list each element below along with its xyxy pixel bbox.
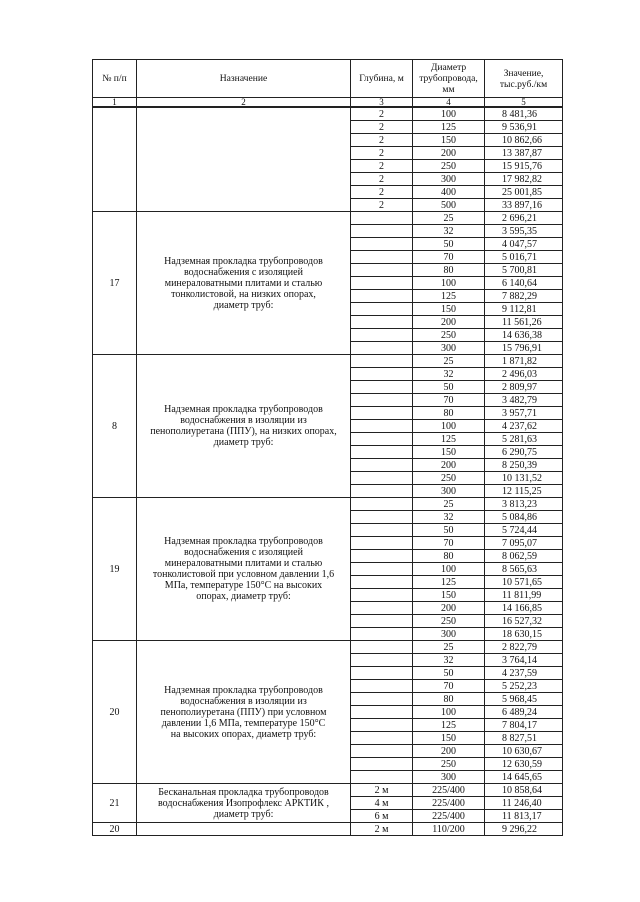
value-cell: 6 489,24 — [485, 706, 563, 719]
value-cell: 2 496,03 — [485, 368, 563, 381]
diameter-cell: 500 — [413, 199, 485, 212]
index-cell: 3 — [351, 98, 413, 108]
description-line: водоснабжения с изоляцией — [184, 547, 303, 558]
value-cell: 10 630,67 — [485, 745, 563, 758]
value-cell: 5 084,86 — [485, 511, 563, 524]
value-cell: 17 982,82 — [485, 173, 563, 186]
value-cell: 14 636,38 — [485, 329, 563, 342]
diameter-cell: 32 — [413, 511, 485, 524]
depth-cell — [351, 290, 413, 303]
diameter-cell: 150 — [413, 732, 485, 745]
value-cell: 12 115,25 — [485, 485, 563, 498]
depth-cell — [351, 589, 413, 602]
value-cell: 7 095,07 — [485, 537, 563, 550]
depth-cell — [351, 329, 413, 342]
item-description — [137, 823, 351, 836]
diameter-cell: 200 — [413, 602, 485, 615]
description-line: опорах, диаметр труб: — [196, 591, 291, 602]
depth-cell — [351, 238, 413, 251]
value-cell: 8 062,59 — [485, 550, 563, 563]
index-cell: 4 — [413, 98, 485, 108]
diameter-cell: 70 — [413, 537, 485, 550]
depth-cell — [351, 693, 413, 706]
description-line: тонколистовой при условном давлении 1,6 — [152, 569, 335, 580]
value-cell: 1 871,82 — [485, 355, 563, 368]
value-cell: 8 565,63 — [485, 563, 563, 576]
depth-cell — [351, 472, 413, 485]
value-cell: 3 482,79 — [485, 394, 563, 407]
depth-cell — [351, 407, 413, 420]
diameter-cell: 32 — [413, 225, 485, 238]
pipeline-cost-table — [92, 59, 563, 836]
diameter-cell: 25 — [413, 355, 485, 368]
table-row — [93, 641, 563, 654]
depth-cell — [351, 745, 413, 758]
diameter-cell: 200 — [413, 316, 485, 329]
table-row — [93, 355, 563, 368]
diameter-cell: 50 — [413, 381, 485, 394]
description-line: Надземная прокладка трубопроводов — [164, 404, 323, 415]
item-number: 20 — [93, 641, 137, 784]
description-line: Бесканальная прокладка трубопроводов — [158, 786, 329, 798]
depth-cell — [351, 277, 413, 290]
depth-cell — [351, 420, 413, 433]
table-body — [93, 107, 563, 836]
diameter-cell: 70 — [413, 680, 485, 693]
index-row — [93, 98, 563, 108]
diameter-cell: 100 — [413, 107, 485, 121]
diameter-cell: 225/400 — [413, 784, 485, 797]
diameter-cell: 100 — [413, 420, 485, 433]
diameter-cell: 70 — [413, 251, 485, 264]
diameter-cell: 125 — [413, 719, 485, 732]
diameter-cell: 250 — [413, 758, 485, 771]
table-row — [93, 784, 563, 797]
description-line: диаметр труб: — [213, 808, 274, 820]
value-cell: 3 764,14 — [485, 654, 563, 667]
depth-cell — [351, 654, 413, 667]
diameter-cell: 150 — [413, 446, 485, 459]
depth-cell — [351, 511, 413, 524]
depth-cell — [351, 576, 413, 589]
diameter-cell: 400 — [413, 186, 485, 199]
value-cell: 10 571,65 — [485, 576, 563, 589]
depth-cell: 2 — [351, 121, 413, 134]
header-no: № п/п — [93, 60, 137, 98]
depth-cell — [351, 628, 413, 641]
value-cell: 15 915,76 — [485, 160, 563, 173]
description-line: МПа, температуре 150°С на высоких — [164, 580, 323, 591]
diameter-cell: 80 — [413, 407, 485, 420]
value-cell: 5 700,81 — [485, 264, 563, 277]
value-cell: 3 813,23 — [485, 498, 563, 511]
diameter-cell: 125 — [413, 121, 485, 134]
value-cell: 2 696,21 — [485, 212, 563, 225]
item-number — [93, 107, 137, 212]
depth-cell: 2 — [351, 147, 413, 160]
depth-cell: 2 — [351, 134, 413, 147]
description-line: пенополиуретана (ППУ), на низких опорах, — [150, 426, 337, 437]
depth-cell — [351, 719, 413, 732]
depth-cell — [351, 459, 413, 472]
diameter-cell: 25 — [413, 498, 485, 511]
value-cell: 4 237,59 — [485, 667, 563, 680]
header-value-line: Значение, — [503, 67, 544, 79]
depth-cell: 2 — [351, 173, 413, 186]
depth-cell — [351, 732, 413, 745]
diameter-cell: 250 — [413, 472, 485, 485]
depth-cell: 2 — [351, 107, 413, 121]
value-cell: 4 237,62 — [485, 420, 563, 433]
diameter-cell: 100 — [413, 563, 485, 576]
value-cell: 7 882,29 — [485, 290, 563, 303]
diameter-cell: 125 — [413, 433, 485, 446]
depth-cell — [351, 225, 413, 238]
depth-cell: 2 м — [351, 784, 413, 797]
item-description — [137, 498, 351, 641]
item-number: 8 — [93, 355, 137, 498]
value-cell: 8 481,36 — [485, 107, 563, 121]
diameter-cell: 200 — [413, 745, 485, 758]
value-cell: 2 809,97 — [485, 381, 563, 394]
document-page — [92, 59, 562, 836]
description-line: минераловатными плитами и сталью — [164, 277, 323, 289]
header-value-line: тыс.руб./км — [499, 78, 548, 90]
value-cell: 5 016,71 — [485, 251, 563, 264]
value-cell: 25 001,85 — [485, 186, 563, 199]
item-description — [137, 784, 351, 823]
depth-cell — [351, 342, 413, 355]
index-cell: 5 — [485, 98, 563, 108]
value-cell: 3 595,35 — [485, 225, 563, 238]
depth-cell — [351, 563, 413, 576]
depth-cell — [351, 355, 413, 368]
depth-cell — [351, 680, 413, 693]
depth-cell — [351, 498, 413, 511]
description-line: диаметр труб: — [213, 437, 274, 448]
value-cell: 8 250,39 — [485, 459, 563, 472]
value-cell: 18 630,15 — [485, 628, 563, 641]
value-cell: 10 862,66 — [485, 134, 563, 147]
description-line: Надземная прокладка трубопроводов — [164, 255, 323, 267]
value-cell: 7 804,17 — [485, 719, 563, 732]
header-diameter — [413, 60, 485, 98]
depth-cell — [351, 641, 413, 654]
header-value — [485, 60, 563, 98]
diameter-cell: 225/400 — [413, 810, 485, 823]
depth-cell — [351, 602, 413, 615]
value-cell: 8 827,51 — [485, 732, 563, 745]
value-cell: 5 281,63 — [485, 433, 563, 446]
index-cell: 2 — [137, 98, 351, 108]
diameter-cell: 32 — [413, 654, 485, 667]
diameter-cell: 125 — [413, 576, 485, 589]
description-line: водоснабжения в изоляции из — [180, 415, 307, 426]
item-description — [137, 641, 351, 784]
depth-cell: 2 — [351, 199, 413, 212]
index-cell: 1 — [93, 98, 137, 108]
header-diameter-line: мм — [442, 84, 455, 95]
value-cell: 3 957,71 — [485, 407, 563, 420]
diameter-cell: 50 — [413, 524, 485, 537]
diameter-cell: 250 — [413, 160, 485, 173]
diameter-cell: 125 — [413, 290, 485, 303]
depth-cell — [351, 264, 413, 277]
header-row — [93, 60, 563, 98]
value-cell: 4 047,57 — [485, 238, 563, 251]
depth-cell: 2 — [351, 160, 413, 173]
diameter-cell: 150 — [413, 303, 485, 316]
depth-cell — [351, 433, 413, 446]
diameter-cell: 80 — [413, 693, 485, 706]
value-cell: 12 630,59 — [485, 758, 563, 771]
diameter-cell: 32 — [413, 368, 485, 381]
diameter-cell: 25 — [413, 212, 485, 225]
depth-cell — [351, 550, 413, 563]
depth-cell — [351, 381, 413, 394]
depth-cell: 4 м — [351, 797, 413, 810]
table-row — [93, 498, 563, 511]
description-line: Надземная прокладка трубопроводов — [164, 536, 323, 547]
value-cell: 10 858,64 — [485, 784, 563, 797]
header-purpose: Назначение — [137, 60, 351, 98]
header-depth: Глубина, м — [351, 60, 413, 98]
depth-cell — [351, 212, 413, 225]
value-cell: 11 813,17 — [485, 810, 563, 823]
item-number: 17 — [93, 212, 137, 355]
header-diameter-line: трубопровода, — [419, 73, 478, 84]
diameter-cell: 200 — [413, 459, 485, 472]
depth-cell — [351, 303, 413, 316]
diameter-cell: 225/400 — [413, 797, 485, 810]
item-description — [137, 107, 351, 212]
diameter-cell: 150 — [413, 589, 485, 602]
depth-cell — [351, 394, 413, 407]
diameter-cell: 300 — [413, 342, 485, 355]
diameter-cell: 100 — [413, 277, 485, 290]
description-line: диаметр труб: — [213, 299, 274, 311]
depth-cell — [351, 368, 413, 381]
value-cell: 15 796,91 — [485, 342, 563, 355]
description-line: водоснабжения Изопрофлекс АРКТИК , — [158, 797, 329, 809]
table-row — [93, 212, 563, 225]
depth-cell — [351, 667, 413, 680]
value-cell: 2 822,79 — [485, 641, 563, 654]
diameter-cell: 250 — [413, 329, 485, 342]
value-cell: 5 968,45 — [485, 693, 563, 706]
diameter-cell: 250 — [413, 615, 485, 628]
depth-cell: 2 м — [351, 823, 413, 836]
depth-cell — [351, 615, 413, 628]
item-number: 19 — [93, 498, 137, 641]
description-line: водоснабжения в изоляции из — [180, 695, 307, 707]
value-cell: 13 387,87 — [485, 147, 563, 160]
diameter-cell: 25 — [413, 641, 485, 654]
depth-cell — [351, 706, 413, 719]
item-number: 21 — [93, 784, 137, 823]
value-cell: 14 645,65 — [485, 771, 563, 784]
depth-cell — [351, 251, 413, 264]
description-line: пенополиуретана (ППУ) при условном — [160, 706, 327, 718]
depth-cell — [351, 771, 413, 784]
diameter-cell: 300 — [413, 485, 485, 498]
value-cell: 9 112,81 — [485, 303, 563, 316]
depth-cell: 6 м — [351, 810, 413, 823]
diameter-cell: 200 — [413, 147, 485, 160]
diameter-cell: 300 — [413, 173, 485, 186]
diameter-cell: 300 — [413, 771, 485, 784]
diameter-cell: 100 — [413, 706, 485, 719]
value-cell: 11 561,26 — [485, 316, 563, 329]
diameter-cell: 50 — [413, 238, 485, 251]
diameter-cell: 300 — [413, 628, 485, 641]
table-row — [93, 107, 563, 121]
description-line: давлении 1,6 МПа, температуре 150°С — [161, 717, 326, 729]
value-cell: 11 811,99 — [485, 589, 563, 602]
depth-cell — [351, 485, 413, 498]
value-cell: 14 166,85 — [485, 602, 563, 615]
diameter-cell: 80 — [413, 550, 485, 563]
item-description — [137, 355, 351, 498]
depth-cell — [351, 316, 413, 329]
diameter-cell: 150 — [413, 134, 485, 147]
value-cell: 9 296,22 — [485, 823, 563, 836]
value-cell: 5 252,23 — [485, 680, 563, 693]
diameter-cell: 70 — [413, 394, 485, 407]
header-diameter-line: Диаметр — [430, 62, 467, 73]
depth-cell — [351, 758, 413, 771]
diameter-cell: 110/200 — [413, 823, 485, 836]
table-row — [93, 823, 563, 836]
description-line: водоснабжения с изоляцией — [184, 266, 303, 278]
diameter-cell: 80 — [413, 264, 485, 277]
item-number: 20 — [93, 823, 137, 836]
description-line: Надземная прокладка трубопроводов — [164, 684, 323, 696]
value-cell: 6 140,64 — [485, 277, 563, 290]
value-cell: 6 290,75 — [485, 446, 563, 459]
description-line: минераловатными плитами и сталью — [164, 558, 323, 569]
value-cell: 9 536,91 — [485, 121, 563, 134]
depth-cell — [351, 446, 413, 459]
value-cell: 11 246,40 — [485, 797, 563, 810]
value-cell: 33 897,16 — [485, 199, 563, 212]
diameter-cell: 50 — [413, 667, 485, 680]
description-line: на высоких опорах, диаметр труб: — [170, 728, 317, 740]
value-cell: 16 527,32 — [485, 615, 563, 628]
value-cell: 10 131,52 — [485, 472, 563, 485]
description-line: тонколистовой, на низких опорах, — [171, 288, 316, 300]
value-cell: 5 724,44 — [485, 524, 563, 537]
depth-cell: 2 — [351, 186, 413, 199]
depth-cell — [351, 524, 413, 537]
item-description — [137, 212, 351, 355]
depth-cell — [351, 537, 413, 550]
